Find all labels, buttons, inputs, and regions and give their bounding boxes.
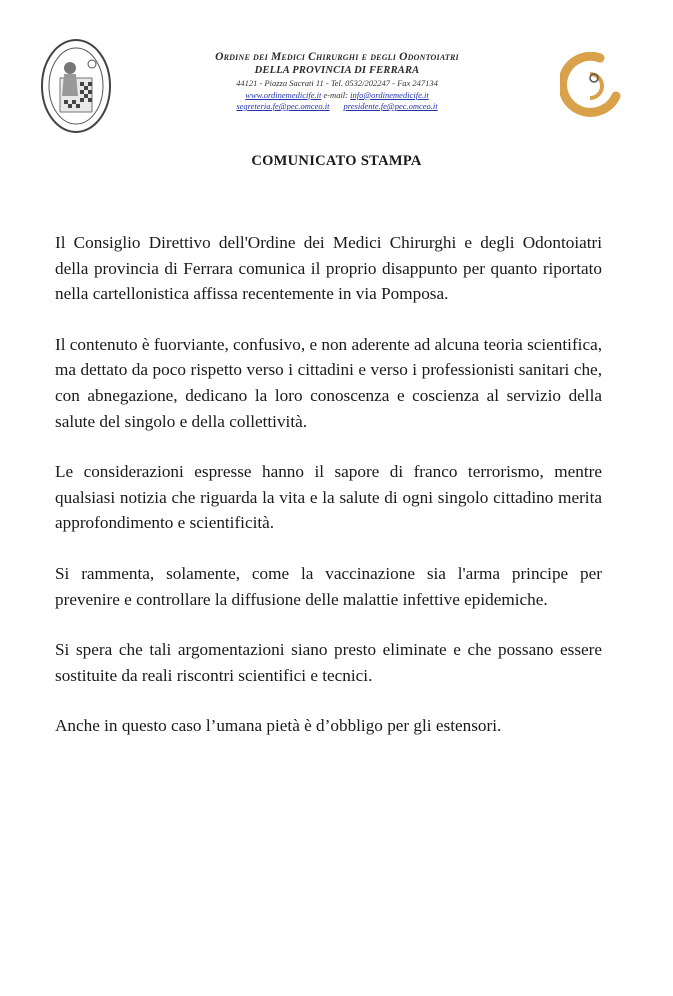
paragraph: Il contenuto è fuorviante, confusivo, e non aderente ad alcuna teoria scientifica, ma dettato da poco rispetto verso i cittadini e verso i professionisti sanitari che, con abnegazione, dedicano la loro conoscenza e coscienza al servizio della salute del singolo e della collettività. — [55, 334, 602, 431]
paragraph: Anche in questo caso l’umana pietà è d’obbligo per gli estensori. — [55, 716, 502, 736]
order-logo-icon — [560, 52, 624, 122]
pec-line — [130, 101, 544, 113]
press-release-body — [55, 230, 602, 764]
org-name-line2: DELLA PROVINCIA DI FERRARA — [254, 65, 420, 76]
page-title: COMUNICATO STAMPA — [251, 153, 422, 169]
medical-seal-icon — [40, 38, 112, 134]
website-link[interactable]: www.ordinemedicife.it — [245, 89, 322, 100]
pec-segreteria-link[interactable]: segreteria.fe@pec.omceo.it — [236, 101, 330, 111]
address-line: 44121 - Piazza Sacrati 11 - Tel. 0532/202247 - Fax 247134 — [236, 78, 438, 88]
email-link[interactable]: info@ordinemedicife.it — [350, 89, 429, 100]
paragraph: Le considerazioni espresse hanno il sapore di franco terrorismo, mentre qualsiasi notizia che riguarda la vita e la salute di ogni singolo cittadino merita approfondimento e scientificità. — [55, 462, 602, 533]
org-name-line1: Ordine dei Medici Chirurghi e degli Odontoiatri — [215, 51, 459, 63]
pec-presidente-link[interactable]: presidente.fe@pec.omceo.it — [343, 101, 438, 111]
paragraph: Si spera che tali argomentazioni siano presto eliminate e che possano essere sostituite da reali riscontri scientifici e tecnici. — [55, 640, 602, 685]
website-email-line — [130, 90, 544, 102]
letterhead — [130, 50, 544, 113]
paragraph: Il Consiglio Direttivo dell'Ordine dei Medici Chirurghi e degli Odontoiatri della provincia di Ferrara comunica il proprio disappunto per quanto riportato nella cartellonistica affissa recentemente in via Pomposa. — [55, 233, 602, 304]
email-label: e-mail: — [323, 89, 348, 100]
paragraph: Si rammenta, solamente, come la vaccinazione sia l'arma principe per prevenire e controllare la diffusione delle malattie infettive epidemiche. — [55, 563, 602, 609]
